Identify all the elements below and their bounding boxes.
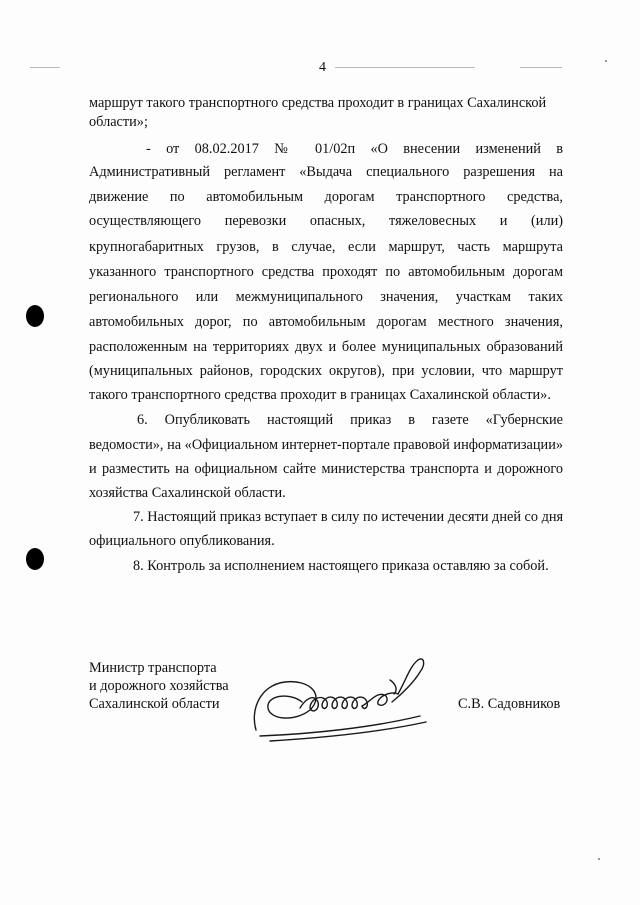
body-line: и разместить на официальном сайте министерства транспорта и дорожного — [89, 461, 563, 477]
body-line: движение по автомобильным дорогам транспортного средства, — [89, 189, 563, 205]
scan-artifact — [335, 67, 475, 68]
body-line: области»; — [89, 114, 148, 130]
body-line: такого транспортного средства проходит в границах Сахалинской области». — [89, 387, 551, 403]
signatory-title — [89, 659, 229, 713]
signatory-name: С.В. Садовников — [458, 696, 561, 712]
body-line: расположенным на территориях двух и более муниципальных образований — [89, 339, 563, 355]
punch-hole — [26, 548, 44, 570]
handwritten-signature — [240, 650, 445, 745]
scan-artifact — [30, 67, 60, 68]
body-line: 8. Контроль за исполнением настоящего приказа оставляю за собой. — [133, 558, 549, 574]
body-line: (муниципальных районов, городских округов), при условии, что маршрут — [89, 363, 563, 379]
signatory-title-line: и дорожного хозяйства — [89, 678, 229, 694]
body-line: 7. Настоящий приказ вступает в силу по истечении десяти дней со дня — [133, 509, 564, 525]
body-line: Административный регламент «Выдача специального разрешения на — [89, 164, 563, 180]
scan-artifact — [520, 67, 562, 68]
body-line: ведомости», на «Официальном интернет-портале правовой информатизации» — [89, 437, 563, 453]
scan-artifact — [605, 60, 607, 62]
body-line: - от 08.02.2017 № 01/02п «О внесении изменений в — [146, 141, 563, 157]
body-line: официального опубликования. — [89, 533, 275, 549]
body-line: регионального или межмуниципального значения, участкам таких — [89, 289, 563, 305]
body-line: маршрут такого транспортного средства проходит в границах Сахалинской — [89, 95, 547, 111]
signatory-title-line: Министр транспорта — [89, 660, 217, 676]
body-line: крупногабаритных грузов, в случае, если маршрут, часть маршрута — [89, 239, 563, 255]
punch-hole — [26, 305, 44, 327]
body-line: указанного транспортного средства проходят по автомобильным дорогам — [89, 264, 563, 280]
body-line: 6. Опубликовать настоящий приказ в газете «Губернские — [137, 412, 563, 428]
body-line: хозяйства Сахалинской области. — [89, 485, 286, 501]
signatory-title-line: Сахалинской области — [89, 696, 220, 712]
page-number: 4 — [319, 60, 326, 75]
body-line: автомобильных дорог, по автомобильным дорогам местного значения, — [89, 314, 563, 330]
scan-artifact — [598, 858, 600, 860]
body-line: осуществляющего перевозки опасных, тяжеловесных и (или) — [89, 213, 563, 229]
